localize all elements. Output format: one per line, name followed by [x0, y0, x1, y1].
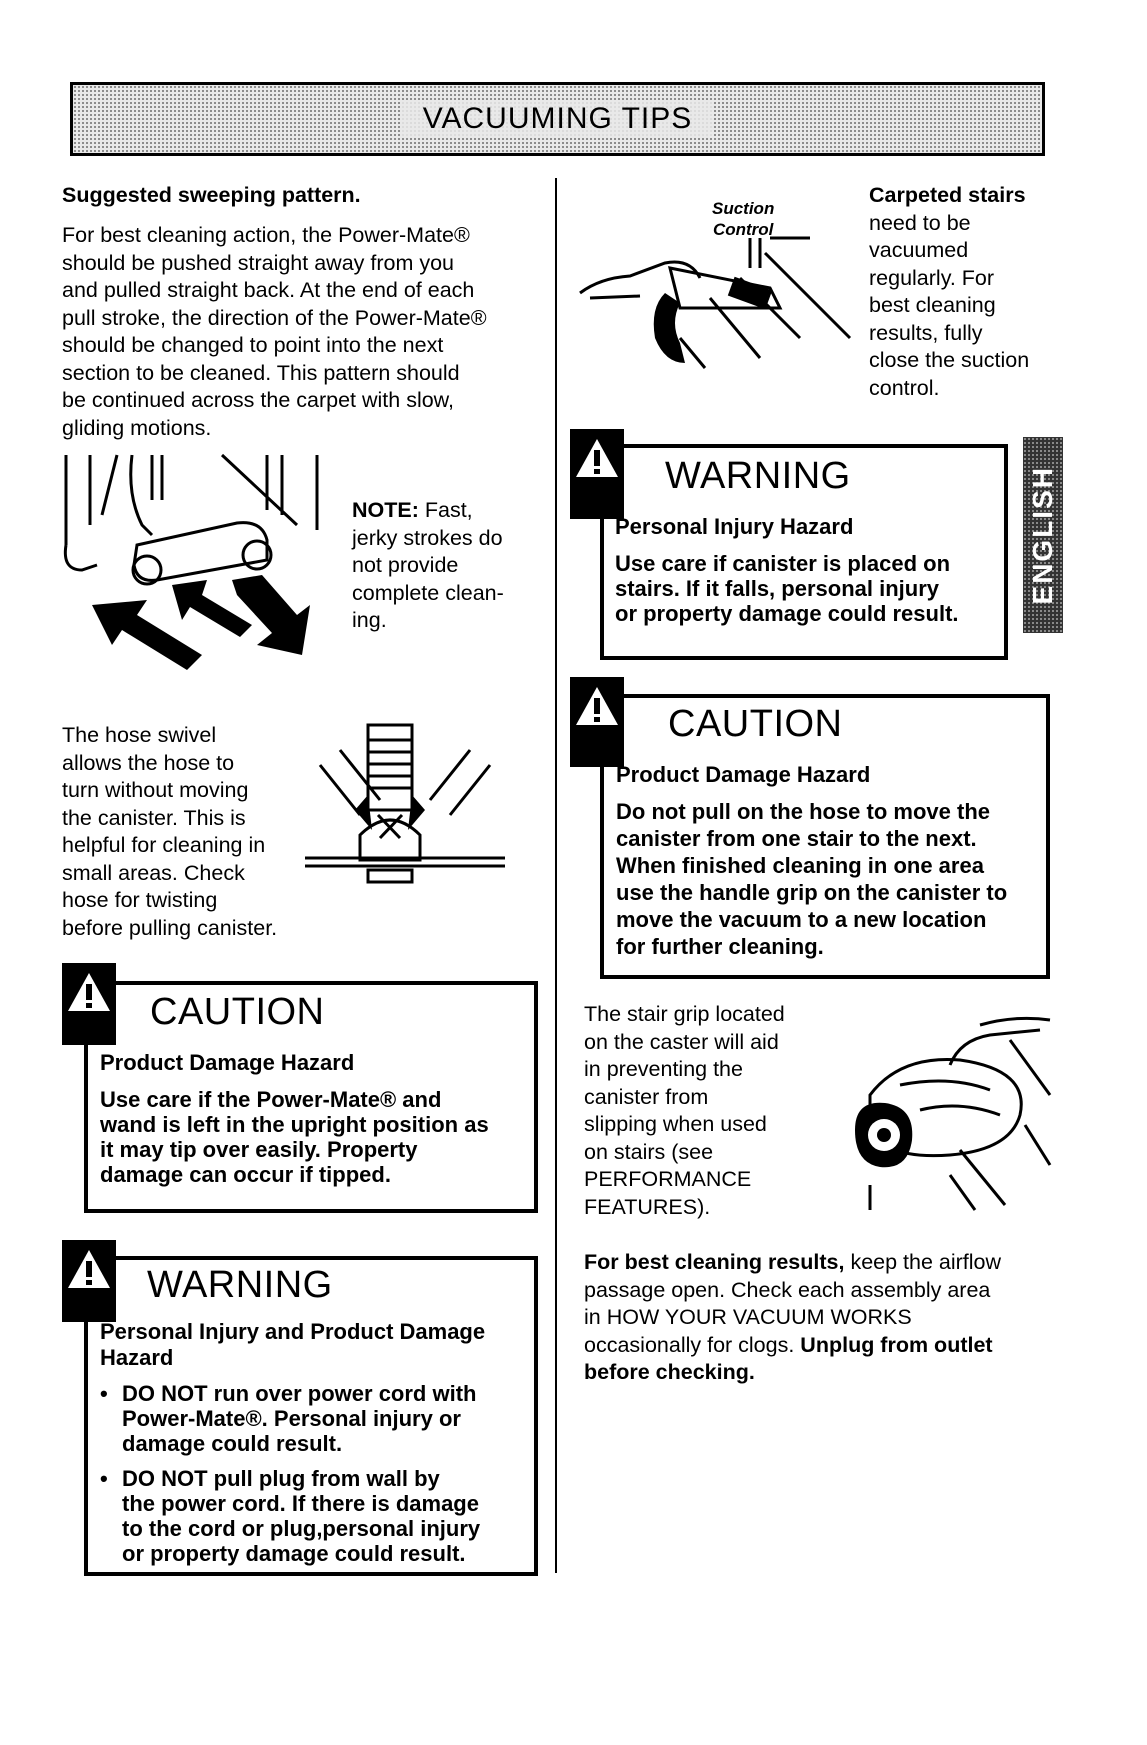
caution-line: wand is left in the upright position as [100, 1112, 489, 1137]
swivel-paragraph [62, 722, 322, 942]
swivel-line: turn without moving [62, 778, 249, 802]
suction-control-illustration [580, 238, 860, 378]
swivel-line: The hose swivel [62, 723, 217, 747]
caution-tab-left [62, 963, 116, 1045]
warning-heading-left: WARNING [147, 1264, 333, 1306]
swivel-line: hose for twisting [62, 888, 218, 912]
stairs-line: vacuumed [869, 238, 969, 262]
caution-line: it may tip over easily. Property [100, 1137, 418, 1162]
caution-heading-left: CAUTION [150, 991, 325, 1033]
sweep-line: gliding motions. [62, 415, 212, 440]
sweep-line: section to be cleaned. This pattern should [62, 360, 460, 385]
caution-line: Use care if the Power-Mate® and [100, 1087, 442, 1112]
warning-body-right [615, 551, 995, 626]
airflow-line: passage open. Check each assembly area [584, 1277, 991, 1302]
caution-line: Do not pull on the hose to move the [616, 799, 990, 824]
warning-bullet [100, 1381, 530, 1456]
note-text [352, 497, 542, 635]
airflow-unplug-text: Unplug from outlet [794, 1332, 993, 1357]
sweep-line: pull stroke, the direction of the Power-Mate® [62, 305, 487, 330]
swivel-line: small areas. Check [62, 860, 245, 885]
suction-control-label [712, 198, 774, 240]
caution-line: use the handle grip on the canister to [616, 880, 1008, 905]
stair-grip-line: on stairs (see [584, 1139, 714, 1164]
stairs-line: close the suction [869, 348, 1030, 372]
sweeping-pattern-illustration [62, 455, 332, 670]
warning-subheading-left [100, 1319, 530, 1371]
sweep-line: be continued across the carpet with slow, [62, 388, 454, 412]
stairs-line: best cleaning [869, 293, 996, 317]
section-title: VACUUMING TIPS [401, 102, 715, 136]
warning-tab-left [62, 1240, 116, 1322]
airflow-line: in HOW YOUR VACUUM WORKS [584, 1305, 912, 1329]
note-line: not provide [352, 553, 459, 577]
caution-body-right [616, 798, 1046, 960]
swivel-line: the canister. This is [62, 805, 246, 830]
stair-grip-line: canister from [584, 1084, 709, 1109]
warning-subheading-line: Personal Injury and Product Damage [100, 1319, 486, 1344]
sweep-line: For best cleaning action, the Power-Mate® [62, 223, 470, 247]
stair-grip-line: on the caster will aid [584, 1029, 779, 1054]
hose-swivel-illustration [300, 720, 510, 900]
caution-line: for further cleaning. [616, 934, 824, 959]
suction-label-line: Control [712, 220, 774, 239]
bullet-line: the power cord. If there is damage [122, 1491, 479, 1516]
stair-grip-line: PERFORMANCE [584, 1167, 752, 1191]
warning-subheading-line: Hazard [100, 1345, 174, 1370]
language-side-tab [1023, 437, 1063, 633]
note-line: jerky strokes do [352, 525, 503, 550]
airflow-line: before checking. [584, 1360, 755, 1384]
sweep-paragraph [62, 222, 542, 442]
note-line: complete clean- [352, 580, 504, 605]
bullet-line: • DO NOT run over power cord with [122, 1381, 477, 1406]
warning-line: or property damage could result. [615, 601, 959, 626]
sweep-heading: Suggested sweeping pattern. [62, 183, 361, 207]
caution-line: canister from one stair to the next. [616, 826, 977, 851]
airflow-line: occasionally for clogs. [584, 1332, 795, 1357]
sweep-line: should be changed to point into the next [62, 333, 444, 357]
stair-grip-line: in preventing the [584, 1057, 743, 1081]
bullet-line: damage could result. [122, 1431, 343, 1456]
bullet-line: or property damage could result. [122, 1541, 466, 1566]
caution-line: When finished cleaning in one area [616, 853, 984, 878]
swivel-line: allows the hose to [62, 750, 235, 775]
airflow-paragraph [584, 1249, 1064, 1387]
stair-grip-line: The stair grip located [584, 1002, 785, 1026]
warning-triangle-icon [574, 437, 620, 479]
warning-heading-right: WARNING [665, 455, 851, 497]
caution-body-left [100, 1087, 530, 1187]
column-divider [555, 178, 557, 1573]
caution-subheading-right: Product Damage Hazard [616, 762, 871, 787]
warning-triangle-icon [66, 1248, 112, 1290]
warning-triangle-icon [66, 971, 112, 1013]
warning-line: stairs. If it falls, personal injury [615, 576, 939, 601]
note-line: ing. [352, 608, 387, 632]
caution-tab-right [570, 677, 624, 767]
stair-grip-paragraph [584, 1001, 834, 1221]
warning-triangle-icon [574, 685, 620, 727]
stairs-line: results, fully [869, 320, 983, 345]
bullet-line: • DO NOT pull plug from wall by [122, 1466, 440, 1491]
section-banner [70, 82, 1045, 156]
language-tab-label: ENGLISH [1027, 465, 1058, 605]
caution-heading-right: CAUTION [668, 703, 843, 745]
sweep-line: and pulled straight back. At the end of each [62, 278, 475, 302]
swivel-line: helpful for cleaning in [62, 833, 266, 857]
suction-label-line: Suction [712, 199, 775, 218]
warning-tab-right [570, 429, 624, 519]
airflow-bold-lead: For best cleaning results, [584, 1250, 845, 1274]
stairs-paragraph [869, 182, 1059, 402]
warning-subheading-right: Personal Injury Hazard [615, 514, 854, 539]
airflow-line: keep the airflow [844, 1250, 1002, 1274]
warning-line: Use care if canister is placed on [615, 551, 951, 576]
stair-grip-line: FEATURES). [584, 1194, 711, 1219]
stairs-line: need to be [869, 210, 971, 235]
canister-stairs-illustration [840, 1015, 1055, 1210]
caution-line: damage can occur if tipped. [100, 1162, 391, 1187]
stairs-line: control. [869, 375, 940, 400]
bullet-line: to the cord or plug,personal injury [122, 1516, 481, 1541]
caution-subheading-left: Product Damage Hazard [100, 1050, 355, 1075]
bullet-line: Power-Mate®. Personal injury or [122, 1406, 461, 1431]
note-line: Fast, [418, 498, 473, 522]
warning-bullets-left [100, 1381, 530, 1576]
stairs-heading: Carpeted stairs [869, 183, 1026, 207]
swivel-line: before pulling canister. [62, 915, 278, 940]
sweep-line: should be pushed straight away from you [62, 250, 455, 275]
stairs-line: regularly. For [869, 265, 995, 290]
caution-line: move the vacuum to a new location [616, 907, 987, 932]
note-label: NOTE: [352, 498, 419, 522]
warning-bullet [100, 1466, 530, 1566]
stair-grip-line: slipping when used [584, 1112, 767, 1136]
